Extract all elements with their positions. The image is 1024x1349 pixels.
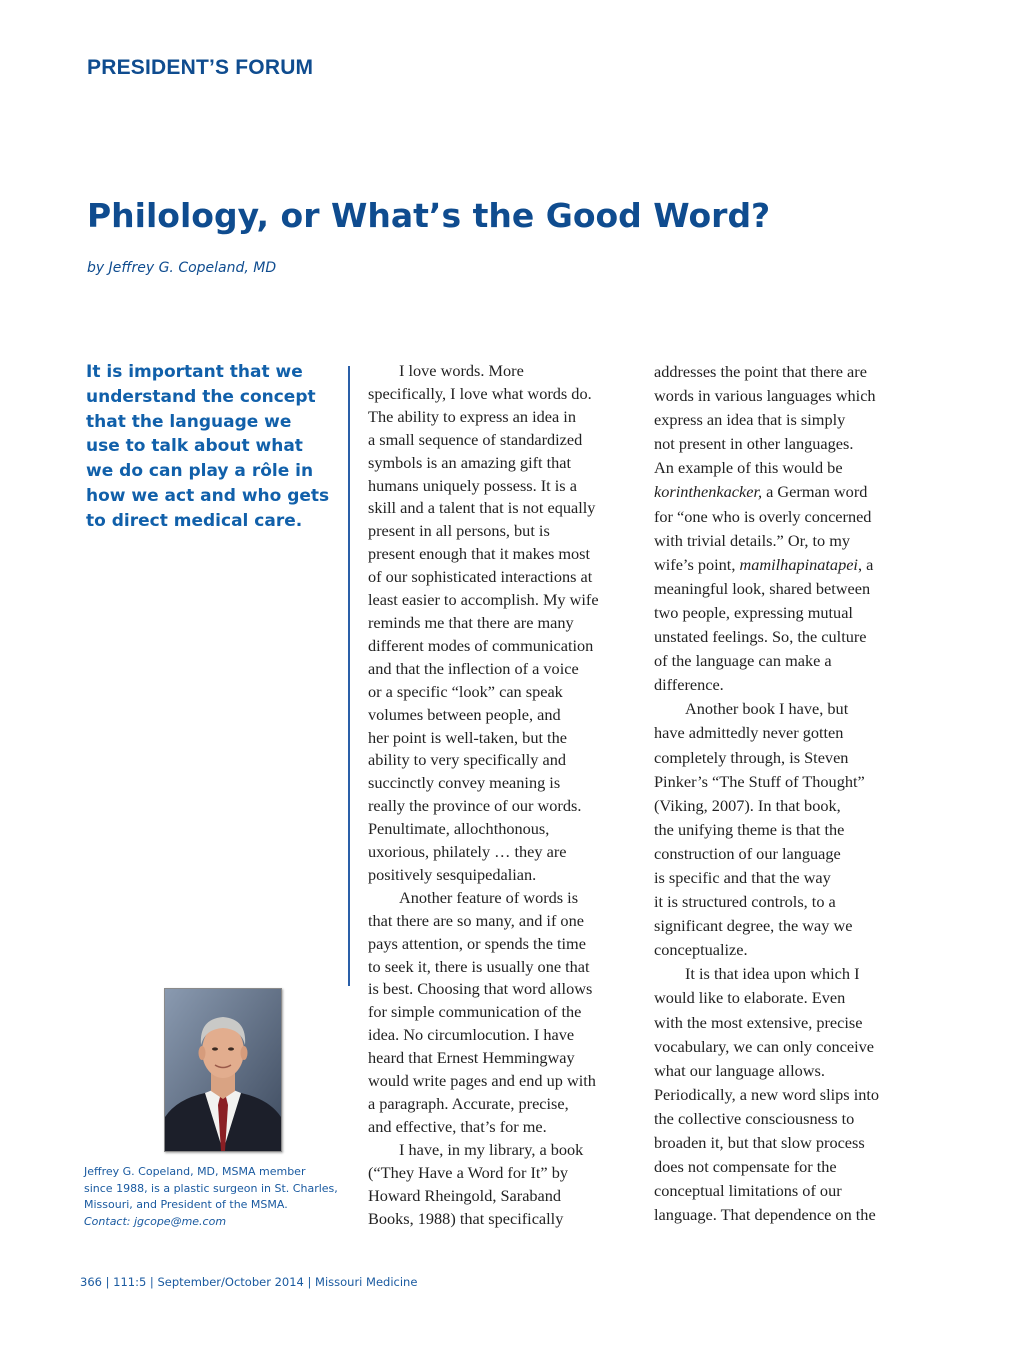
pull-quote: It is important that we understand the concept that the language we use to talk about what we do can play a rôle in how we act and who gets to direct medical care. [86, 362, 330, 531]
author-contact: Contact: jgcope@me.com [84, 1214, 227, 1228]
italic-term: korinthenkacker, [654, 482, 763, 502]
page-footer: 366 | 111:5 | September/October 2014 | Missouri Medicine [80, 1275, 418, 1289]
body-paragraph: I have, in my library, a book (“They Have a Word for It” by Howard Rheingold, Saraband Books, 1988) that specifically [368, 1139, 584, 1228]
body-paragraph: I love words. More specifically, I love what words do. The ability to express an idea in a small sequence of standardized symbols is an amazing gift that humans uniquely possess. It is a skill and a talent that is not equally present in all persons, but is present enough that it makes most of our sophisticated interactions at least easier to accomplish. My wife reminds me that there are many different modes of communication and that the inflection of a voice or a specific “look” can speak volumes between people, and her point is well-taken, but the ability to very specifically and succinctly convey meaning is really the province of our words. Penultimate, allochthonous, uxorious, philately … they are positively sesquipedalian. [368, 361, 599, 884]
body-text: , a meaningful look, shared between two people, expressing mutual unstated feelings. So, the culture of the language can make a difference. [654, 554, 874, 695]
author-photo [164, 988, 282, 1152]
caption-line: Missouri, and President of the MSMA. [84, 1198, 288, 1211]
body-column-2 [654, 360, 919, 1227]
article-title: Philology, or What’s the Good Word? [87, 196, 771, 235]
body-text: a German word for “one who is overly concerned with trivial details.” Or, to my wife’s point, [654, 482, 872, 574]
section-label: PRESIDENT’S FORUM [87, 56, 314, 79]
author-caption [84, 1164, 349, 1230]
body-column-1 [368, 360, 638, 1230]
italic-term: mamilhapinatapei [739, 554, 858, 574]
body-paragraph: Another feature of words is that there are so many, and if one pays attention, or spends the time to seek it, there is usually one that is best. Choosing that word allows for simple communication of the idea. No circumlocution. I have heard that Ernest Hemmingway would write pages and end up with a paragraph. Accurate, precise, and effective, that’s for me. [368, 887, 596, 1136]
article-byline: by Jeffrey G. Copeland, MD [87, 260, 277, 276]
body-paragraph: Another book I have, but have admittedly never gotten completely through, is Steven Pinker’s “The Stuff of Thought” (Viking, 2007). In that book, the unifying theme is that the construction of our language is specific and that the way it is structured controls, to a significant degree, the way we conceptualize. [654, 699, 865, 960]
caption-line: since 1988, is a plastic surgeon in St. Charles, [84, 1181, 338, 1195]
column-divider [348, 366, 350, 986]
body-paragraph: It is that idea upon which I would like to elaborate. Even with the most extensive, precise vocabulary, we can only conceive what our language allows. Periodically, a new word slips into the collective consciousness to broaden it, but that slow process does not compensate for the conceptual limitations of our language. That dependence on the [654, 964, 880, 1225]
body-text: addresses the point that there are words in various languages which express an idea that is simply not present in other languages. An example of this would be [654, 362, 876, 478]
body-paragraph-continued [654, 360, 919, 697]
caption-line: Jeffrey G. Copeland, MD, MSMA member [84, 1165, 306, 1178]
